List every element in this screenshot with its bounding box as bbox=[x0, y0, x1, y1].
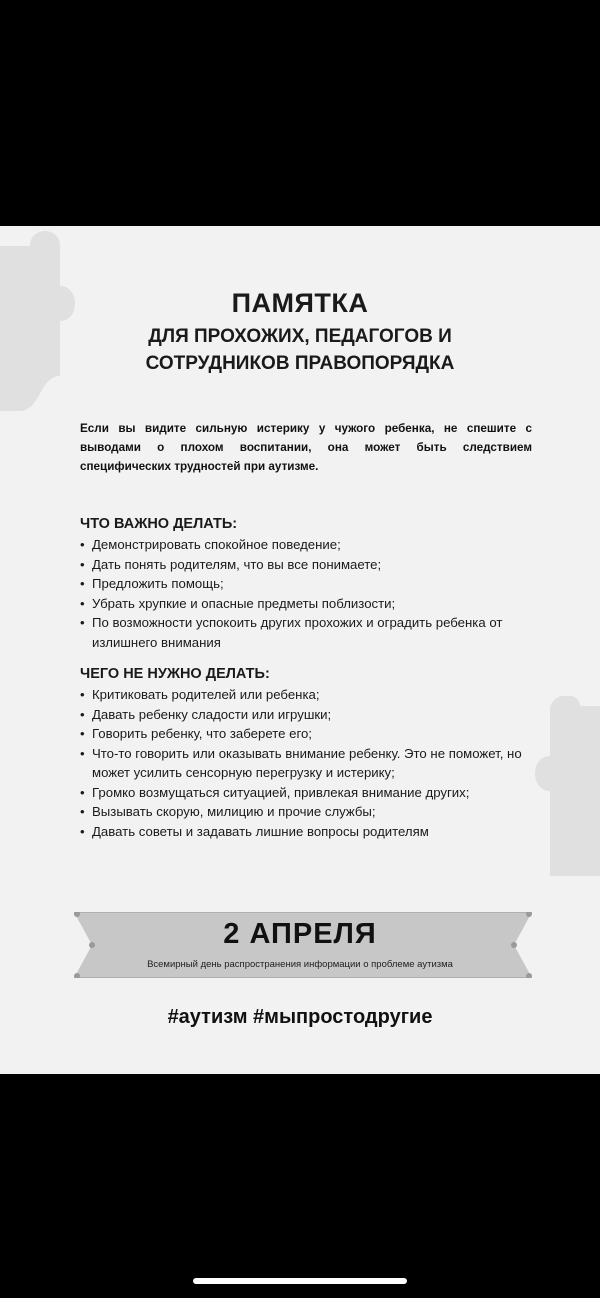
list-item: • Давать советы и задавать лишние вопросы родителям bbox=[80, 822, 540, 842]
intro-paragraph: Если вы видите сильную истерику у чужого ребенка, не спешите с выводами о плохом воспитании, она может быть следствием специфических трудностей при аутизме. bbox=[80, 422, 532, 473]
list-item: • Вызывать скорую, милицию и прочие службы; bbox=[80, 802, 540, 822]
dont-heading: ЧЕГО НЕ НУЖНО ДЕЛАТЬ: bbox=[80, 666, 270, 682]
do-list bbox=[80, 535, 540, 652]
do-section bbox=[80, 513, 540, 652]
memo-subtitle bbox=[0, 323, 600, 377]
list-item: • По возможности успокоить других прохожих и оградить ребенка от излишнего внимания bbox=[80, 613, 540, 652]
memo-subtitle-line2: СОТРУДНИКОВ ПРАВОПОРЯДКА bbox=[145, 353, 455, 374]
banner-subtitle: Всемирный день распространения информации о проблеме аутизма bbox=[147, 959, 453, 970]
hashtags: #аутизм #мыпростодругие bbox=[167, 1006, 433, 1028]
dont-list bbox=[80, 685, 540, 841]
dont-section bbox=[80, 663, 540, 841]
memo-subtitle-line1: ДЛЯ ПРОХОЖИХ, ПЕДАГОГОВ И bbox=[148, 326, 452, 347]
list-item: • Убрать хрупкие и опасные предметы поблизости; bbox=[80, 594, 540, 614]
list-item: • Говорить ребенку, что заберете его; bbox=[80, 724, 540, 744]
list-item: • Давать ребенку сладости или игрушки; bbox=[80, 705, 540, 725]
memo-page bbox=[0, 226, 600, 1074]
list-item: • Демонстрировать спокойное поведение; bbox=[80, 535, 540, 555]
memo-title: ПАМЯТКА bbox=[231, 288, 369, 318]
list-item: • Предложить помощь; bbox=[80, 574, 540, 594]
home-indicator[interactable] bbox=[193, 1278, 407, 1284]
list-item: • Критиковать родителей или ребенка; bbox=[80, 685, 540, 705]
list-item: • Дать понять родителям, что вы все понимаете; bbox=[80, 555, 540, 575]
banner-date: 2 АПРЕЛЯ bbox=[223, 918, 377, 950]
list-item: • Громко возмущаться ситуацией, привлекая внимание других; bbox=[80, 783, 540, 803]
list-item: • Что-то говорить или оказывать внимание ребенку. Это не поможет, но может усилить сенсорную перегрузку и истерику; bbox=[80, 744, 540, 783]
do-heading: ЧТО ВАЖНО ДЕЛАТЬ: bbox=[80, 516, 238, 532]
